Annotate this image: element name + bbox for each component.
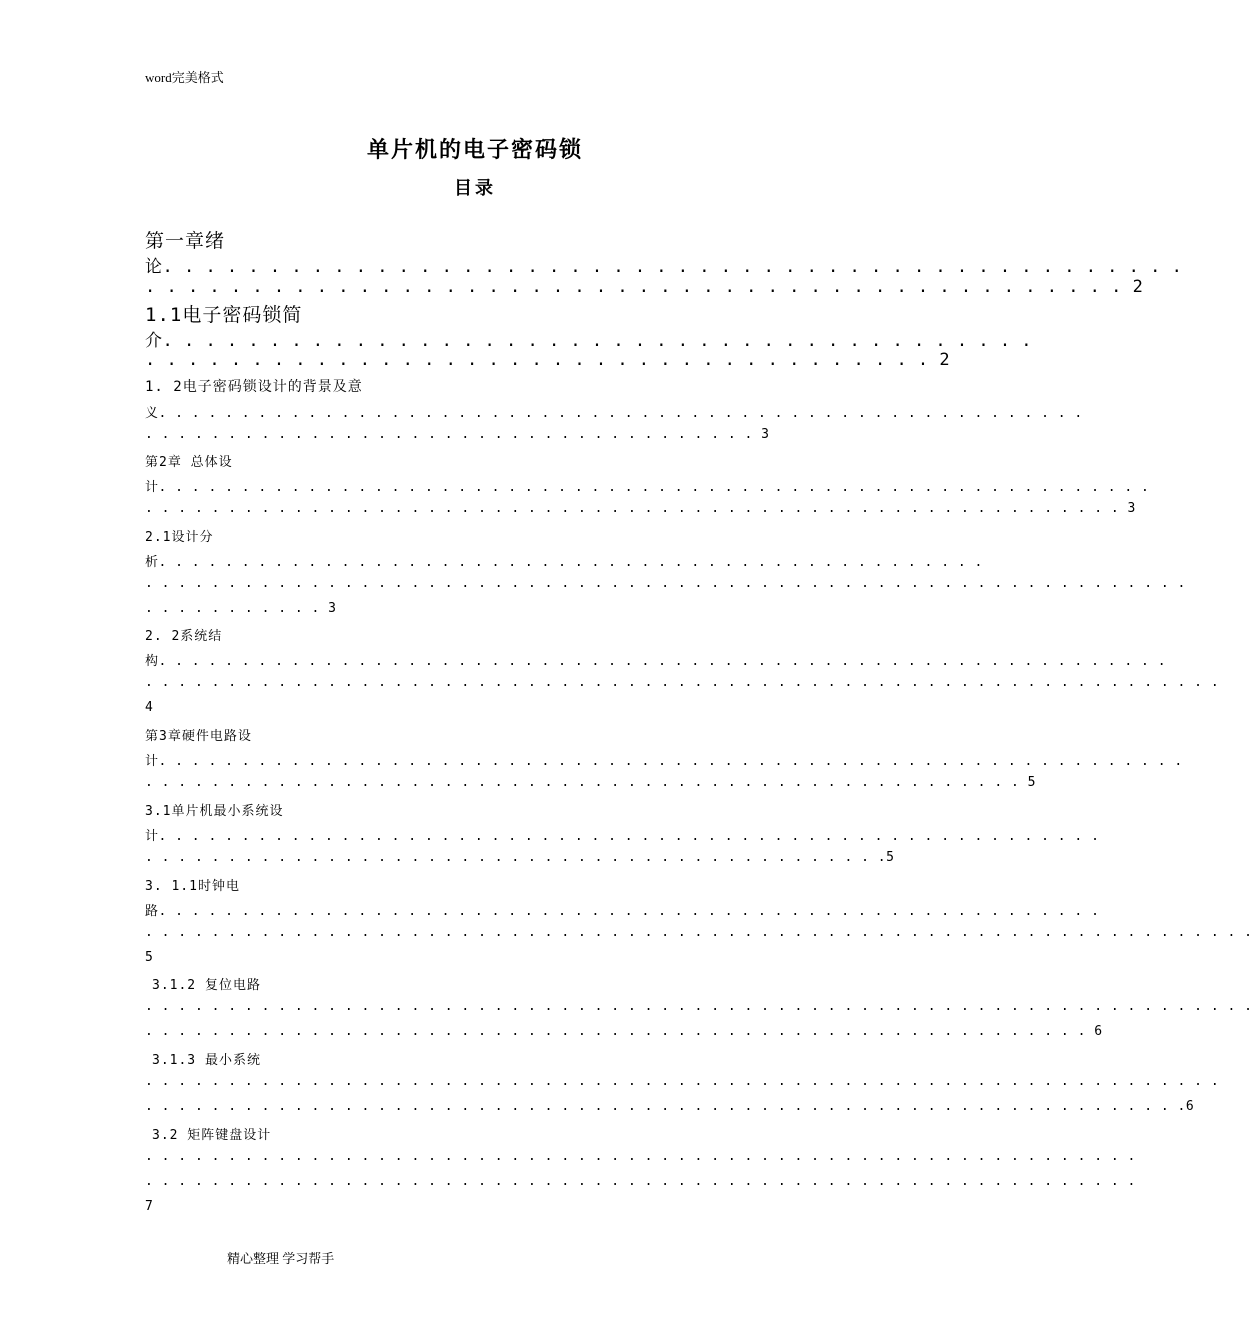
toc-entry-1-leader: 论. . . . . . . . . . . . . . . . . . . . . . . . . . . . . . . . . . . . . . . . . . . . . . . . [145,257,1183,277]
toc-entry-3-leader: 义. . . . . . . . . . . . . . . . . . . . . . . . . . . . . . . . . . . . . . . . . . . . . . . . . . . . . . . . [145,406,1083,421]
toc-entry-9-leader: 路. . . . . . . . . . . . . . . . . . . . . . . . . . . . . . . . . . . . . . . . . . . . . . . . . . . . . . . . . [145,904,1100,919]
toc-entry-5-leader-page: . . . . . . . . . . . 3 [145,601,337,616]
toc-entry-7-title[interactable]: 第3章硬件电路设 [145,729,252,744]
toc-entry-10-leader-page: . . . . . . . . . . . . . . . . . . . . . . . . . . . . . . . . . . . . . . . . . . . . . . . . . . . . . . . . . 6 [145,1024,1103,1039]
toc-entry-6-title[interactable]: 2. 2系统结 [145,629,223,644]
toc-entry-5-title[interactable]: 2.1设计分 [145,530,214,545]
toc-entry-5-leader-2: . . . . . . . . . . . . . . . . . . . . . . . . . . . . . . . . . . . . . . . . . . . . . . . . . . . . . . . . . . . . . . . [145,576,1186,591]
document-title: 单片机的电子密码锁 [366,137,583,163]
toc-entry-1-leader-page: . . . . . . . . . . . . . . . . . . . . . . . . . . . . . . . . . . . . . . . . . . . . . . 2 [145,277,1144,297]
toc-entry-8-title[interactable]: 3.1单片机最小系统设 [145,804,284,819]
toc-entry-11-leader-page: . . . . . . . . . . . . . . . . . . . . . . . . . . . . . . . . . . . . . . . . . . . . . . . . . . . . . . . . . . . . . . .6 [145,1099,1195,1114]
toc-entry-7-leader-page: . . . . . . . . . . . . . . . . . . . . . . . . . . . . . . . . . . . . . . . . . . . . . . . . . . . . . 5 [145,775,1036,790]
toc-heading: 目录 [454,178,496,199]
toc-entry-11-title[interactable]: 3.1.3 最小系统 [152,1053,261,1068]
toc-entry-4-leader-page: . . . . . . . . . . . . . . . . . . . . . . . . . . . . . . . . . . . . . . . . . . . . . . . . . . . . . . . . . . . 3 [145,501,1136,516]
toc-entry-1-title[interactable]: 第一章绪 [145,230,226,252]
toc-entry-3-title[interactable]: 1. 2电子密码锁设计的背景及意 [145,379,363,395]
toc-entry-10-title[interactable]: 3.1.2 复位电路 [152,978,261,993]
page-footer: 精心整理 学习帮手 [227,1251,335,1266]
toc-entry-12-leader-2: . . . . . . . . . . . . . . . . . . . . . . . . . . . . . . . . . . . . . . . . . . . . . . . . . . . . . . . . . . . . [145,1174,1136,1189]
toc-entry-12-page: 7 [145,1199,154,1214]
toc-entry-9-title[interactable]: 3. 1.1时钟电 [145,879,240,894]
toc-entry-4-leader: 计. . . . . . . . . . . . . . . . . . . . . . . . . . . . . . . . . . . . . . . . . . . . . . . . . . . . . . . . . . . . [145,480,1150,495]
toc-entry-8-leader: 计. . . . . . . . . . . . . . . . . . . . . . . . . . . . . . . . . . . . . . . . . . . . . . . . . . . . . . . . . [145,829,1100,844]
toc-entry-8-leader-page: . . . . . . . . . . . . . . . . . . . . . . . . . . . . . . . . . . . . . . . . . . . . .5 [145,850,895,865]
toc-entry-6-page: 4 [145,700,154,715]
toc-entry-4-title[interactable]: 第2章 总体设 [145,455,233,470]
toc-entry-2-title[interactable]: 1.1电子密码锁简 [145,304,303,326]
toc-entry-9-page: 5 [145,950,154,965]
toc-entry-12-leader: . . . . . . . . . . . . . . . . . . . . . . . . . . . . . . . . . . . . . . . . . . . . . . . . . . . . . . . . . . . . [145,1149,1136,1164]
page-header: word完美格式 [145,70,224,85]
toc-entry-5-leader: 析. . . . . . . . . . . . . . . . . . . . . . . . . . . . . . . . . . . . . . . . . . . . . . . . . . [145,555,983,570]
toc-entry-3-leader-page: . . . . . . . . . . . . . . . . . . . . . . . . . . . . . . . . . . . . . 3 [145,427,770,442]
toc-entry-2-leader-page: . . . . . . . . . . . . . . . . . . . . . . . . . . . . . . . . . . . . . 2 [145,350,951,370]
toc-entry-10-leader: . . . . . . . . . . . . . . . . . . . . . . . . . . . . . . . . . . . . . . . . . . . . . . . . . . . . . . . . . . . . . . . . . . . [145,999,1252,1014]
toc-entry-12-title[interactable]: 3.2 矩阵键盘设计 [152,1128,272,1143]
toc-entry-6-leader-2: . . . . . . . . . . . . . . . . . . . . . . . . . . . . . . . . . . . . . . . . . . . . . . . . . . . . . . . . . . . . . . . . . [145,675,1220,690]
toc-entry-11-leader: . . . . . . . . . . . . . . . . . . . . . . . . . . . . . . . . . . . . . . . . . . . . . . . . . . . . . . . . . . . . . . . . . [145,1074,1220,1089]
toc-entry-7-leader: 计. . . . . . . . . . . . . . . . . . . . . . . . . . . . . . . . . . . . . . . . . . . . . . . . . . . . . . . . . . . . . . [145,754,1183,769]
toc-entry-2-leader: 介. . . . . . . . . . . . . . . . . . . . . . . . . . . . . . . . . . . . . . . . . [145,331,1033,351]
toc-entry-9-leader-2: . . . . . . . . . . . . . . . . . . . . . . . . . . . . . . . . . . . . . . . . . . . . . . . . . . . . . . . . . . . . . . . . . . . [145,925,1252,940]
toc-entry-6-leader: 构. . . . . . . . . . . . . . . . . . . . . . . . . . . . . . . . . . . . . . . . . . . . . . . . . . . . . . . . . . . . . [145,654,1167,669]
